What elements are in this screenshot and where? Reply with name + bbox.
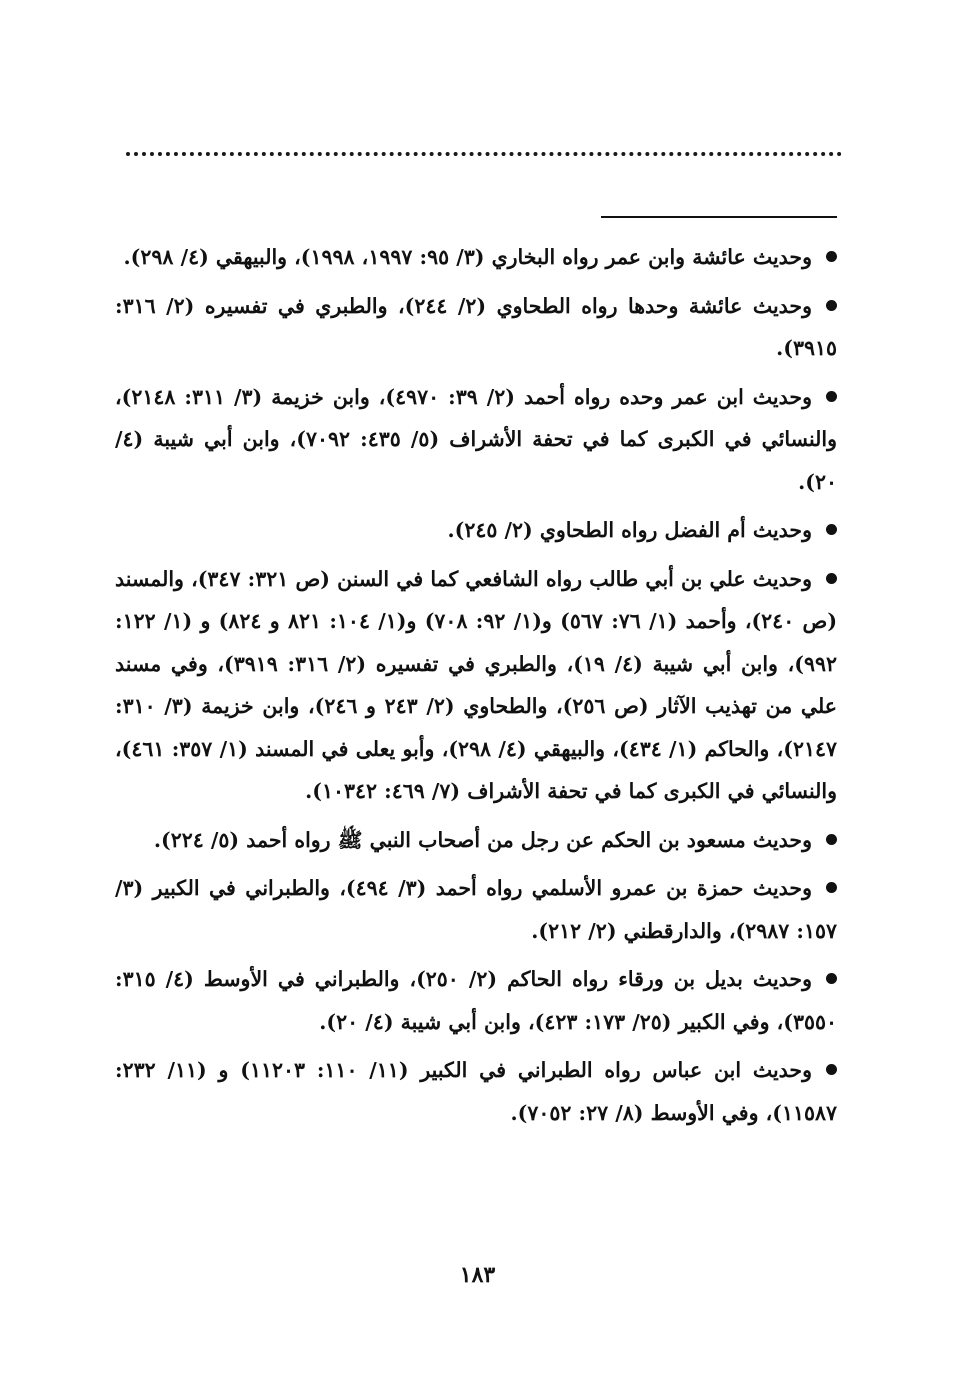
bullet-icon <box>826 391 837 402</box>
footnote-text: وحديث ابن عباس رواه الطبراني في الكبير (١١/ ١١٠: ١١٢٠٣) و (١١/ ٢٣٢: ١١٥٨٧)، وفي الأوسط (٨/ ٢٧: ٧٠٥٢). <box>115 1058 837 1125</box>
bullet-icon <box>826 973 837 984</box>
footnote-text: وحديث عائشة وحدها رواه الطحاوي (٢/ ٢٤٤)، والطبري في تفسيره (٢/ ٣١٦: ٣٩١٥). <box>115 293 837 360</box>
footnote-item <box>115 558 837 813</box>
footnote-item <box>115 958 837 1043</box>
bullet-icon <box>826 251 837 262</box>
footnote-item <box>115 376 837 504</box>
footnote-item <box>115 867 837 952</box>
bullet-icon <box>826 882 837 893</box>
footnote-rule <box>601 216 837 218</box>
footnote-text: وحديث أم الفضل رواه الطحاوي (٢/ ٢٤٥). <box>447 518 812 542</box>
footnote-text: وحديث ابن عمر وحده رواه أحمد (٢/ ٣٩: ٤٩٧٠)، وابن خزيمة (٣/ ٣١١: ٢١٤٨)، والنسائي في الكبرى كما في تحفة الأشراف (٥/ ٤٣٥: ٧٠٩٢)، وابن أبي شيبة (٤/ ٢٠). <box>115 384 837 494</box>
footnote-text: وحديث علي بن أبي طالب رواه الشافعي كما في السنن (ص ٣٢١: ٣٤٧)، والمسند (ص ٢٤٠)، وأحمد (١/ ٧٦: ٥٦٧) و(١/ ٩٢: ٧٠٨) و(١/ ١٠٤: ٨٢١ و ٨٢٤) و (١/ ١٢٢: ٩٩٢)، وابن أبي شيبة (٤/ ١٩)، والطبري في تفسيره (٢/ ٣١٦: ٣٩١٩)، وفي مسند علي من تهذيب الآثار (ص ٢٥٦)، والطحاوي (٢/ ٢٤٣ و ٢٤٦)، وابن خزيمة (٣/ ٣١٠: ٢١٤٧)، والحاكم (١/ ٤٣٤)، والبيهقي (٤/ ٢٩٨)، وأبو يعلى في المسند (١/ ٣٥٧: ٤٦١)، والنسائي في الكبرى كما في تحفة الأشراف (٧/ ٤٦٩: ١٠٣٤٢). <box>115 566 838 803</box>
footnote-text: وحديث بديل بن ورقاء رواه الحاكم (٢/ ٢٥٠)، والطبراني في الأوسط (٤/ ٣١٥: ٣٥٥٠)، وفي الكبير (٢٥/ ١٧٣: ٤٢٣)، وابن أبي شيبة (٤/ ٢٠). <box>115 967 837 1034</box>
footnote-item <box>115 236 837 279</box>
footnote-text: وحديث عائشة وابن عمر رواه البخاري (٣/ ٩٥: ١٩٩٧، ١٩٩٨)، والبيهقي (٤/ ٢٩٨). <box>123 245 812 269</box>
footnote-item <box>115 819 837 862</box>
footnote-item <box>115 1049 837 1134</box>
bullet-icon <box>826 1064 837 1075</box>
bullet-icon <box>826 573 837 584</box>
page-number: ١٨٣ <box>459 1262 496 1288</box>
footnote-item <box>115 285 837 370</box>
bullet-icon <box>826 524 837 535</box>
footnotes-body <box>115 236 837 1140</box>
footnote-item <box>115 509 837 552</box>
footnote-text: وحديث مسعود بن الحكم عن رجل من أصحاب النبي ﷺ رواه أحمد (٥/ ٢٢٤). <box>153 827 812 852</box>
bullet-icon <box>826 834 837 845</box>
footnote-text: وحديث حمزة بن عمرو الأسلمي رواه أحمد (٣/ ٤٩٤)، والطبراني في الكبير (٣/ ١٥٧: ٢٩٨٧)، والدارقطني (٢/ ٢١٢). <box>115 876 837 943</box>
bullet-icon <box>826 300 837 311</box>
dotted-separator <box>126 152 842 156</box>
